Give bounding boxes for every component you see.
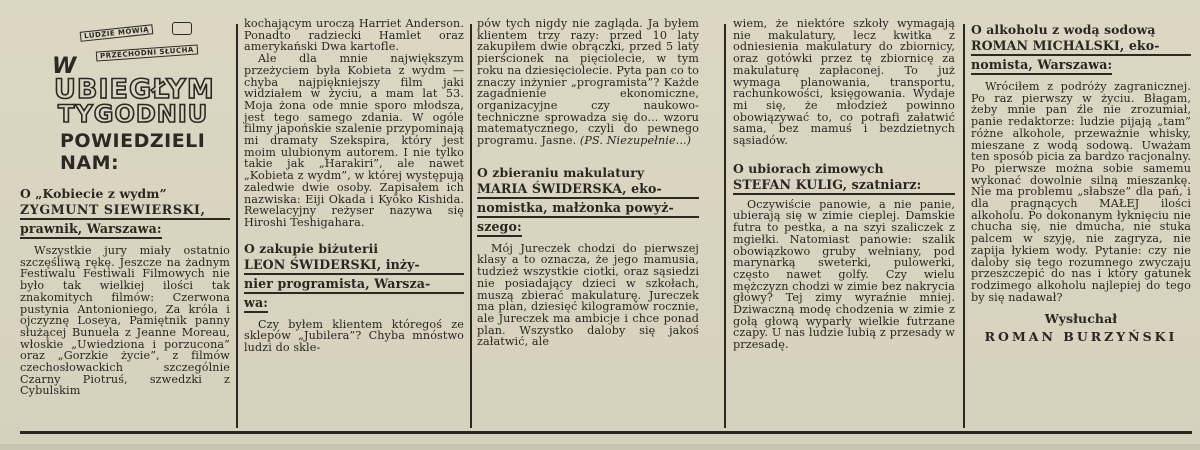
article-body: Oczywiście panowie, a nie panie, ubierają się w zimie cieplej. Damskie futra to pestka, a na szyi szaliczek z mgiełki. Natomiast panowie: szalik obowiązkowo gruby wełniany, pod marynarką sweterki, pulowerki, często nawet golfy. Czy wielu mężczyzn chodzi w zimie bez nakrycia głowy? Tej zimy wyraźnie mniej. Dziwaczną modę chodzenia w zimie z gołą głową wyparły wielkie futrzane czapy. U nas ludzie lubią z przesady w przesadę. xyxy=(733,197,955,352)
bottom-rule xyxy=(20,431,1192,434)
article-body: Ale dla mnie największym przeżyciem była Kobieta z wydm — chyba najpiękniejszy film jaki widziałem w życiu, a mam lat 53. Moja żona ode mnie sporo młodsza, jest tego samego zdania. W ogóle filmy japońskie szalenie przypominają mi dramaty Szekspira, który jest moim ulubionym autorem. I nie tylko takie jak „Harakiri”, ale nawet „Kobieta z wydm”, w której występują zaledwie dwie osoby. Zapisałem ich nazwiska: Eiji Okada i Kyōko Kishida. Rewelacyjny reżyser nazywa się Hiroshi Teshigahara. xyxy=(244,52,464,229)
signoff-label: Wysłuchał xyxy=(1044,311,1118,327)
article-body: Mój Jureczek chodzi do pierwszej klasy a to oznacza, że jego mamusia, tudzież wszystkie ciotki, oraz sąsiedzi nie posiadający dzieci w szkołach, muszą zbierać makulaturę. Jureczek ma plan, dziesięć kilogramów rocznie, ale Jureczek ma ambicje i chce ponad plan. Wszystko daloby się jakoś załatwić, ale xyxy=(477,241,699,349)
column-rule xyxy=(724,24,726,428)
column-5 xyxy=(971,22,1191,343)
article-body: Wszystkie jury miały ostatnio szczęśliwą rękę. Jeszcze na żadnym Festiwalu Festiwali Filmowych nie było tak wielkiej ilości tak znakomitych filmów: Czerwona pustynia Antonioniego, Za króla i ojczyznę Loseya, Pamiętnik panny służącej Bunuela z Jeanne Moreau, włoskie „Uwiedziona i porzucona” oraz „Gorzkie życie”, z filmów czechosłowackich szczególnie Czarny Piotruś, szwedzki z Cybulskim xyxy=(20,244,230,398)
masthead-logo xyxy=(22,12,215,174)
column-rule xyxy=(963,24,965,428)
masthead-w: W xyxy=(52,54,77,79)
column-rule xyxy=(236,24,238,428)
section-heading: O ubiorach zimowych xyxy=(733,160,884,176)
page-edge xyxy=(0,444,1200,450)
speaker-role: prawnik, Warszawa: xyxy=(20,222,162,239)
section-heading: O zakupie biżuterii xyxy=(244,240,379,256)
section-heading: O alkoholu z wodą sodową xyxy=(971,22,1156,37)
badge-ludzie-mowia: LUDZIE MÓWIĄ xyxy=(80,24,154,42)
masthead-line3: POWIEDZIELI xyxy=(60,130,206,152)
column-1 xyxy=(20,180,230,397)
masthead-line4: NAM: xyxy=(60,152,120,174)
speaker-name: ZYGMUNT SIEWIERSKI, prawnik, Warszawa: xyxy=(20,203,230,245)
column-3 xyxy=(477,18,699,348)
article-body-continued: wiem, że niektóre szkoły wymagają nie makulatury, lecz kwitka z odniesienia makulatury do zbiornicy, oraz gotówki przez tę zbiornicę za makulaturę zapłaconej. To już wymaga planowania, transportu, rachunkowości, księgowania. Wydaje mi się, że młodzież powinno obowiązywać to, co potrafi załatwić sama, bez mamuś i bezdzietnych sąsiadów. xyxy=(733,17,955,148)
editor-note: (PS. Niezupełnie...) xyxy=(579,134,692,148)
speaker-name: ROMAN MICHALSKI, eko- nomista, Warszawa: xyxy=(971,39,1191,81)
speaker-name: LEON ŚWIDERSKI, inży- nier programista, Warsza- wa: xyxy=(244,258,464,319)
speech-bubble-icon xyxy=(172,22,192,35)
column-rule xyxy=(470,24,472,428)
column-4 xyxy=(733,18,955,351)
article-body-continued: pów tych nigdy nie zagląda. Ja byłem klientem trzy razy: przed 10 laty zakupiłem dwie obrączki, przed 5 laty pierścionek na pięciolecie, w tym roku na dziesięciolecie. Pyta pan co to znaczy inżynier „programista”? Każde zagadnienie ekonomiczne, organizacyjne czy naukowo-techniczne sprowadza się do... wzoru matematycznego, czyli do pewnego programu. Jasne. (PS. Niezupełnie...) xyxy=(477,17,699,148)
masthead-line1: UBIEGŁYM xyxy=(54,74,215,105)
masthead-line2: TYGODNIU xyxy=(58,100,209,128)
article-body-continued: kochającym uroczą Harriet Anderson. Ponadto radziecki Hamlet oraz amerykański Dwa kartofle. xyxy=(244,17,464,54)
speaker-name: MARIA ŚWIDERSKA, eko- nomistka, małżonka powyż- szego: xyxy=(477,182,699,243)
signoff-author: ROMAN BURZYŃSKI xyxy=(984,329,1178,345)
badge-przechodni-slucha: PRZECHODNI SŁUCHA xyxy=(96,44,198,61)
section-heading: O zbieraniu makulatury xyxy=(477,164,645,180)
section-heading: O „Kobiecie z wydm” xyxy=(20,186,167,201)
speaker-name: STEFAN KULIG, szatniarz: xyxy=(733,178,955,195)
article-body: Czy byłem klientem któregoś ze sklepów „Jubilera”? Chyba mnóstwo ludzi do skle- xyxy=(244,317,464,355)
article-body: Wróciłem z podróży zagranicznej. Po raz pierwszy w życiu. Błagam, żeby mnie pan źle nie zrozumiał, panie redaktorze: ludzie pijają „tam” różne alkohole, przeważnie whisky, mieszane z wodą sodową. Uważam ten sposób picia za bardzo racjonalny. Po pierwsze można sobie samemu wykonać dowolnie silną mieszankę. Nie ma problemu „słabsze” dla pań, i dla pragnących MAŁEJ ilości alkoholu. Po dokonanym łyknięciu nie chucha się, nie dmucha, nie stuka palcem w szyję, nie zagryza, nie zapija łykiem wody. Pytanie: czy nie daloby się tego rozumnego zwyczaju przeszczepić do nas i który gatunek rodzimego alkoholu najlepiej do tego by się nadawał? xyxy=(971,80,1191,304)
column-2 xyxy=(244,18,464,354)
